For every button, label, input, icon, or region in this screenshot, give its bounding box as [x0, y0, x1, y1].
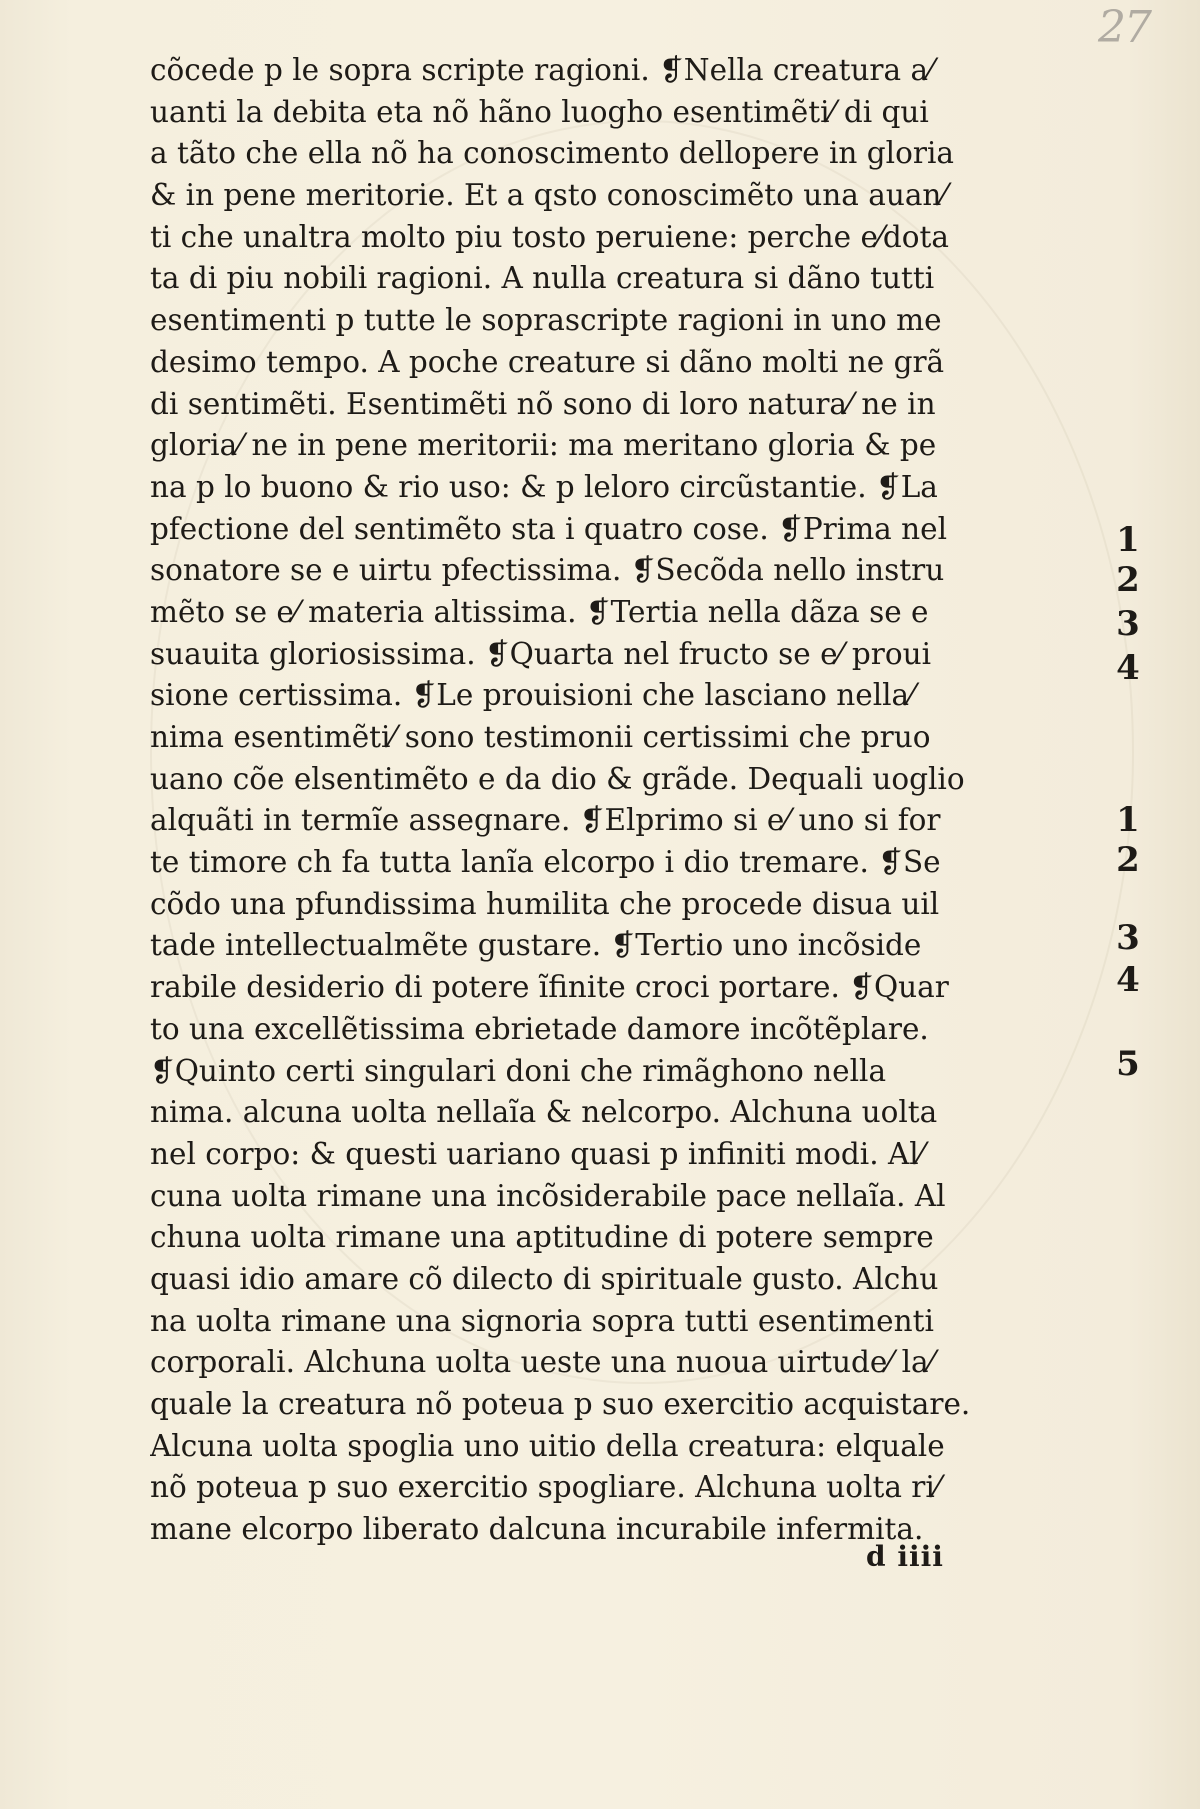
text-line: sonatore se e uirtu pfectissima. ❡Secõda nello instru [150, 553, 945, 588]
text-line: alquãti in termĩe assegnare. ❡Elprimo si e⁄ uno si for [150, 803, 941, 838]
text-line: di sentimẽti. Esentimẽti nõ sono di loro natura⁄ ne in [150, 386, 936, 421]
text-line: Alcuna uolta spoglia uno uitio della creatura: elquale [150, 1428, 945, 1463]
text-line: cõcede p le sopra scripte ragioni. ❡Nella creatura a⁄ [150, 53, 934, 87]
text-line: mane elcorpo liberato dalcuna incurabile infermita. [150, 1512, 924, 1547]
margin-number: 4 [1116, 648, 1140, 688]
text-line: na p lo buono & rio uso: & p leloro circũstantie. ❡La [150, 469, 938, 504]
text-line: suauita gloriosissima. ❡Quarta nel fructo se e⁄ proui [150, 636, 932, 671]
text-line: gloria⁄ ne in pene meritorii: ma meritano gloria & pe [150, 428, 937, 463]
text-line: & in pene meritorie. Et a qsto conoscimẽto una auan⁄ [150, 178, 947, 213]
text-block [150, 50, 1030, 1551]
text-line: rabile desiderio di potere ĩfinite croci portare. ❡Quar [150, 970, 949, 1005]
text-line: sione certissima. ❡Le prouisioni che lasciano nella⁄ [150, 678, 915, 713]
text-line: nima. alcuna uolta nellaĩa & nelcorpo. Alchuna uolta [150, 1095, 938, 1130]
margin-number: 3 [1116, 918, 1140, 958]
text-line: uanti la debita eta nõ hãno luogho esentimẽti⁄ di qui [150, 94, 929, 129]
margin-number: 1 [1116, 520, 1140, 560]
text-line: mẽto se e⁄ materia altissima. ❡Tertia nella dãza se e [150, 594, 929, 629]
text-line: cõdo una pfundissima humilita che procede disua uil [150, 886, 940, 921]
folio-number: 27 [1098, 2, 1150, 53]
text-line: cuna uolta rimane una incõsiderabile pace nellaĩa. Al [150, 1178, 946, 1213]
text-line: quale la creatura nõ poteua p suo exercitio acquistare. [150, 1387, 971, 1421]
text-line: pfectione del sentimẽto sta i quatro cose. ❡Prima nel [150, 511, 948, 546]
text-line: na uolta rimane una signoria sopra tutti esentimenti [150, 1303, 934, 1338]
text-line: to una excellẽtissima ebrietade damore incõtẽplare. [150, 1011, 929, 1046]
text-line: tade intellectualmẽte gustare. ❡Tertio uno incõside [150, 928, 922, 963]
text-line: ti che unaltra molto piu tosto peruiene: perche e⁄dota [150, 219, 949, 254]
text-line: ❡Quinto certi singulari doni che rimãghono nella [150, 1053, 887, 1088]
margin-number: 5 [1116, 1044, 1140, 1084]
margin-number: 2 [1116, 840, 1140, 880]
margin-number: 3 [1116, 604, 1140, 644]
text-line: nima esentimẽti⁄ sono testimonii certissimi che pruo [150, 720, 931, 754]
text-line: esentimenti p tutte le soprascripte ragioni in uno me [150, 303, 942, 338]
text-line: corporali. Alchuna uolta ueste una nuoua uirtude⁄ la⁄ [150, 1345, 934, 1380]
text-line: te timore ch fa tutta lanĩa elcorpo i dio tremare. ❡Se [150, 845, 941, 880]
text-line: desimo tempo. A poche creature si dãno molti ne grã [150, 344, 945, 379]
text-line: quasi idio amare cõ dilecto di spirituale gusto. Alchu [150, 1261, 939, 1296]
text-line: uano cõe elsentimẽto e da dio & grãde. Dequali uoglio [150, 761, 965, 796]
text-line: nõ poteua p suo exercitio spogliare. Alchuna uolta ri⁄ [150, 1470, 940, 1505]
signature-mark: d iiii [866, 1540, 944, 1573]
text-line: ta di piu nobili ragioni. A nulla creatura si dãno tutti [150, 261, 935, 296]
text-line: chuna uolta rimane una aptitudine di potere sempre [150, 1220, 934, 1255]
margin-number: 2 [1116, 560, 1140, 600]
text-line: a tãto che ella nõ ha conoscimento dellopere in gloria [150, 136, 954, 171]
margin-number: 4 [1116, 960, 1140, 1000]
margin-number: 1 [1116, 800, 1140, 840]
text-line: nel corpo: & questi uariano quasi p infiniti modi. Al⁄ [150, 1136, 924, 1171]
